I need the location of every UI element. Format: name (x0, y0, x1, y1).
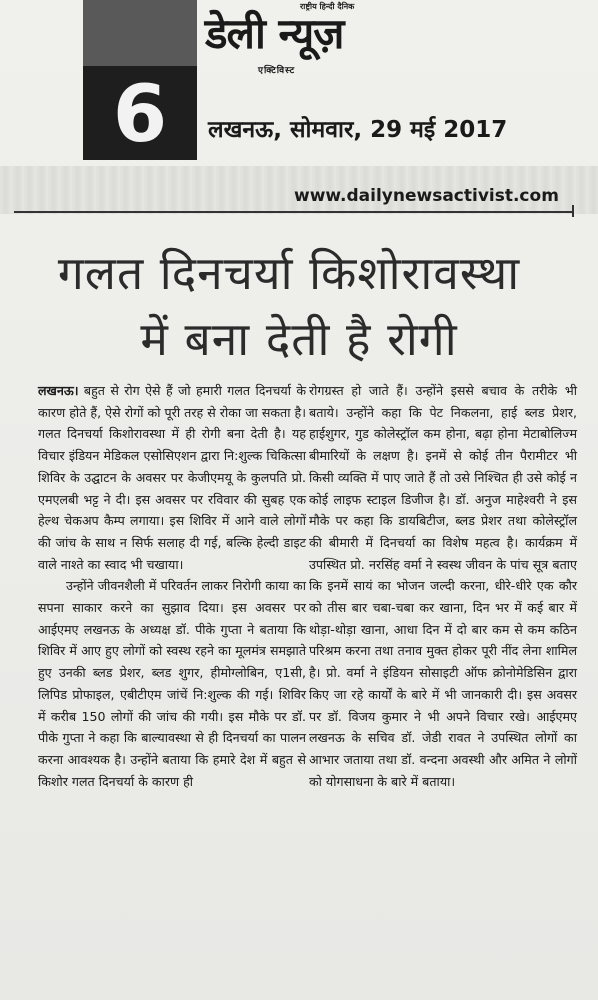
masthead-tagline: राष्ट्रीय हिन्दी दैनिक (300, 2, 355, 11)
article-column-left (38, 380, 306, 792)
article-headline-line1: गलत दिनचर्या किशोरावस्था (57, 246, 521, 300)
newspaper-logo: डेली न्यूज़ (205, 9, 344, 58)
article-paragraph-text: बहुत से रोग ऐसे हैं जो हमारी गलत दिनचर्या के कारण होते हैं, ऐसे रोगों को पूरी तरह से रोका जा सकता है। गलत दिनचर्या किशोरावस्था में ही रोगी बना देती है। यह विचार इंडियन मेडिकल एसोसिएशन द्वारा नि:शुल्क चिकित्सा शिविर के उद्घाटन के अवसर पर केजीएमयू के कुलपति प्रो. एमएलबी भट्ट ने दी। इस अवसर पर रविवार की सुबह एक हेल्थ चेकअप कैम्प लगाया। इस शिविर में आने वाले लोगों की जांच के साथ न सिर्फ सलाह दी गई, बल्कि हेल्दी डाइट वाले नाश्ते का स्वाद भी चखाया। (38, 383, 306, 572)
header-rule (14, 211, 574, 213)
page-number-top-band (83, 0, 197, 66)
article-paragraph (38, 380, 306, 575)
article-headline-line2: में बना देती है रोगी (140, 312, 458, 366)
header-rule-tick (572, 205, 574, 217)
article-column-right (309, 380, 577, 792)
page-number: 6 (112, 70, 168, 160)
issue-dateline: लखनऊ, सोमवार, 29 मई 2017 (208, 117, 508, 143)
page-number-block (83, 0, 197, 160)
newspaper-logo-sub: एक्टिविस्ट (258, 66, 296, 76)
website-url: www.dailynewsactivist.com (294, 186, 559, 206)
article-paragraph: उन्होंने जीवनशैली में परिवर्तन लाकर निरोगी काया का सपना साकार करने का सुझाव दिया। इस अवसर पर आईएमए लखनऊ के अध्यक्ष डॉ. पीके गुप्ता ने बताया कि शिविर में आए हुए लोगों को स्वस्थ रहने का मूलमंत्र समझाते हुए उनकी ब्लड प्रेशर, ब्लड शुगर, हीमोग्लोबिन, ए1सी, लिपिड प्रोफाइल, एबीटीएम जांचें नि:शुल्क की गई। शिविर में करीब 150 लोगों की जांच की गयी। इस मौके पर डॉ. पीके गुप्ता ने कहा कि बाल्यावस्था से ही दिनचर्या का पालन करना आवश्यक है। उन्होंने बताया कि हमारे देश में बहुत से किशोर गलत दिनचर्या के कारण ही (38, 578, 306, 789)
article-dateline: लखनऊ। (38, 383, 79, 398)
article-paragraph: रोगग्रस्त हो जाते हैं। उन्होंने इससे बचाव के तरीके भी बताये। उन्होंने कहा कि पेट निकलना, हाई ब्लड प्रेशर, हाईशुगर, गुड कोलेस्ट्रॉल कम होना, बढ़ा होना मेटाबोलिज्म बीमारियों के लक्षण है। इनमें से कोई तीन पैरामीटर भी किसी व्यक्ति में पाए जाते हैं तो उसे निश्चित ही उसे कोई न कोई लाइफ स्टाइल डिजीज है। डॉ. अनुज माहेश्वरी ने इस मौके पर कहा कि डायबिटीज, ब्लड प्रेशर तथा कोलेस्ट्रॉल की बीमारी में दिनचर्या का विशेष महत्व है। कार्यक्रम में उपस्थित प्रो. नरसिंह वर्मा ने स्वस्थ जीवन के पांच सूत्र बताए कि इनमें सायं का भोजन जल्दी करना, धीरे-धीरे एक कौर को तीस बार चबा-चबा कर खाना, दिन भर में कई बार में थोड़ा-थोड़ा खाना, आधा दिन में दो बार कम से कम कठिन परिश्रम करना तथा तनाव मुक्त होकर पूरी नींद लेना शामिल है। प्रो. वर्मा ने इंडियन सोसाइटी ऑफ क्रोनोमेडिसिन द्वारा किए जा रहे कार्यों के बारे में भी जानकारी दी। इस अवसर पर डॉ. विजय कुमार ने भी अपने विचार रखे। आईएमए लखनऊ के सचिव डॉ. जेडी रावत ने उपस्थित लोगों का आभार जताया तथा डॉ. वन्दना अवस्थी और अमित ने लोगों को योगसाधना के बारे में बताया। (309, 383, 577, 789)
